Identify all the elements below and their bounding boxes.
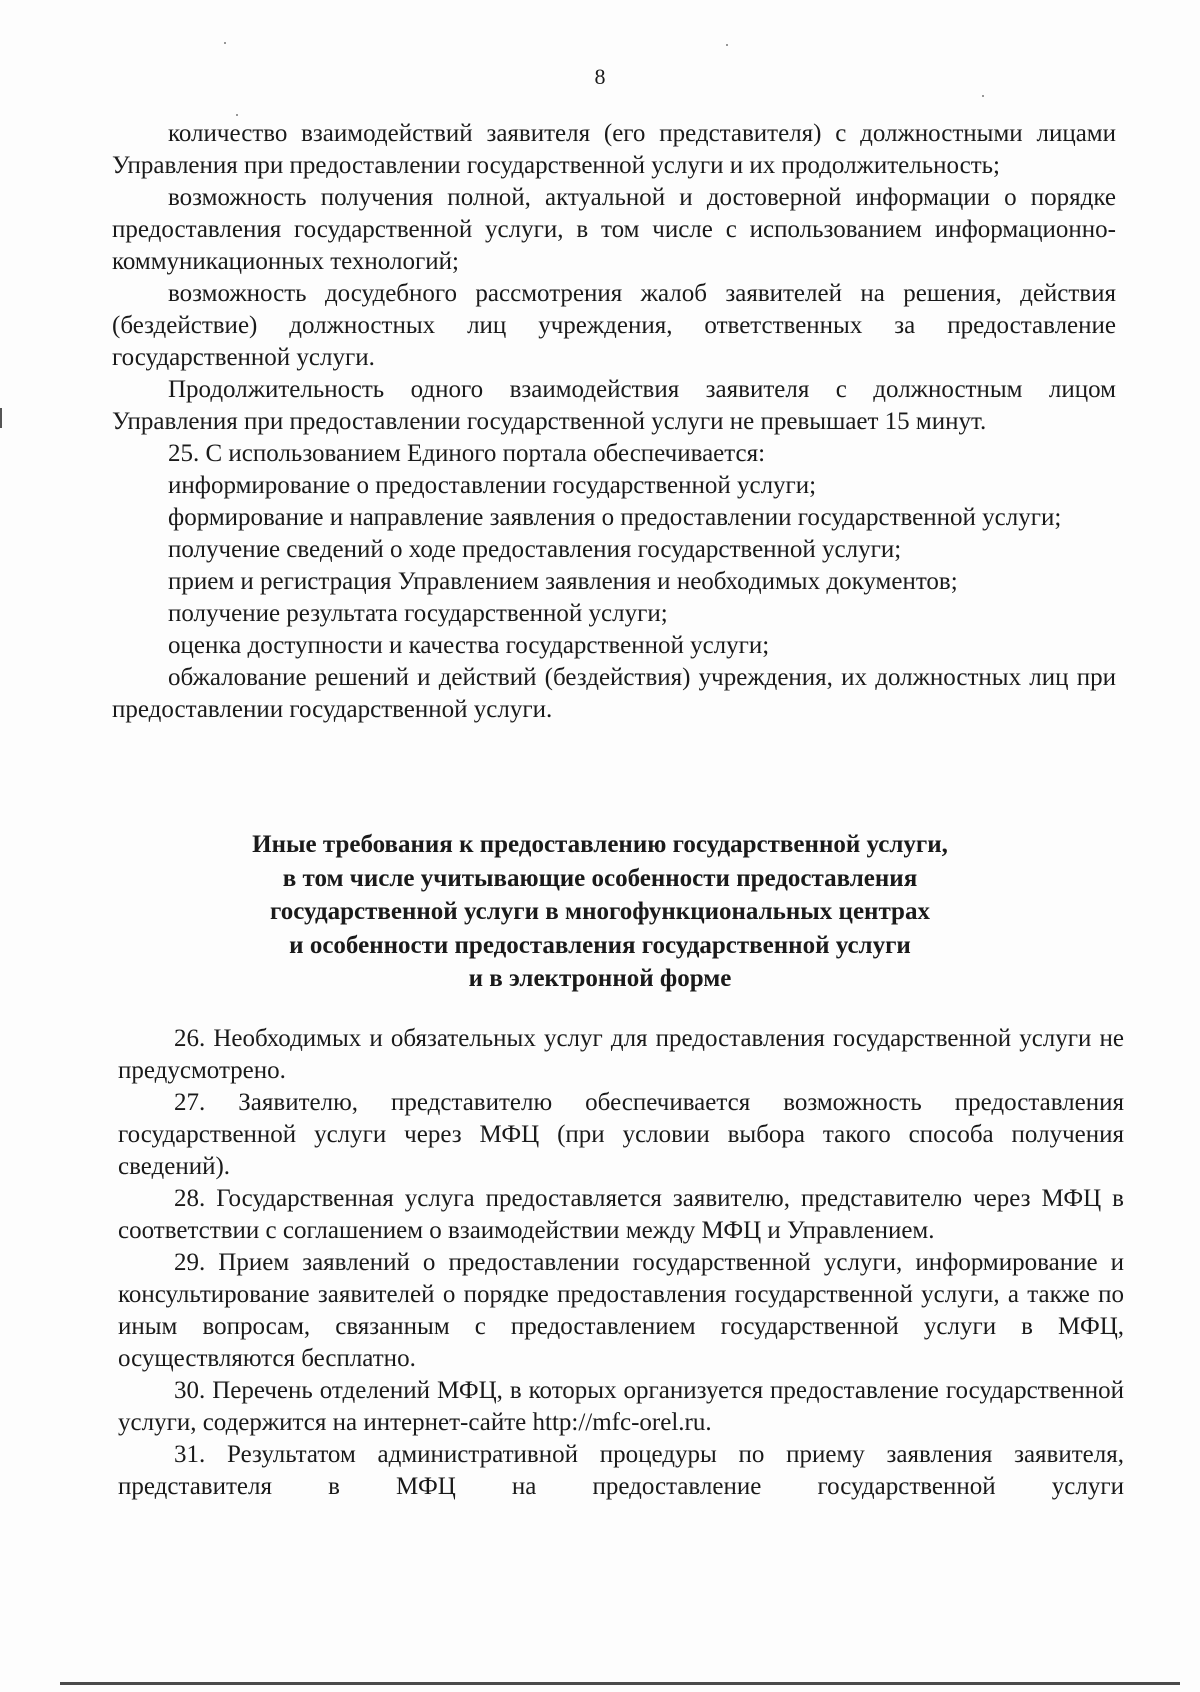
paragraph: возможность получения полной, актуальной и достоверной информации о порядке предоставления государственной услуги, в том числе с использованием информационно-коммуникационных технологий; xyxy=(112,184,1116,275)
paragraph: 31. Результатом административной процедуры по приему заявления заявителя, представителя в МФЦ на предоставление государственной услуги xyxy=(118,1441,1124,1500)
paragraph: обжалование решений и действий (бездействия) учреждения, их должностных лиц при предоставлении государственной услуги. xyxy=(112,664,1116,723)
scan-speck xyxy=(982,95,984,97)
scan-margin-mark xyxy=(0,408,2,428)
paragraph-block-bottom xyxy=(118,1023,1124,1503)
paragraph: 27. Заявителю, представителю обеспечивается возможность предоставления государственной услуги через МФЦ (при условии выбора такого способа получения сведений). xyxy=(118,1089,1124,1180)
paragraph: получение результата государственной услуги; xyxy=(168,600,668,627)
scan-speck xyxy=(224,42,226,44)
page-number: 8 xyxy=(594,64,606,89)
scan-speck xyxy=(726,44,728,46)
section-heading-line: в том числе учитывающие особенности предоставления xyxy=(282,864,918,892)
section-heading-line: государственной услуги в многофункциональных центрах xyxy=(270,898,930,925)
paragraph: количество взаимодействий заявителя (его представителя) с должностными лицами Управления при предоставлении государственной услуги и их продолжительность; xyxy=(112,120,1116,179)
section-heading-line: и в электронной форме xyxy=(468,965,732,992)
paragraph: 30. Перечень отделений МФЦ, в которых организуется предоставление государственной услуги, содержится на интернет-сайте http://mfc-orel.ru. xyxy=(118,1377,1124,1436)
paragraph-block-top xyxy=(112,118,1116,726)
section-heading-line: Иные требования к предоставлению государственной услуги, xyxy=(252,831,948,858)
paragraph: получение сведений о ходе предоставления государственной услуги; xyxy=(168,536,902,563)
paragraph: Продолжительность одного взаимодействия заявителя с должностным лицом Управления при предоставлении государственной услуги не превышает 15 минут. xyxy=(112,376,1116,435)
paragraph: возможность досудебного рассмотрения жалоб заявителей на решения, действия (бездействие) должностных лиц учреждения, ответственных за предоставление государственной услуги. xyxy=(112,280,1116,371)
paragraph: 25. С использованием Единого портала обеспечивается: xyxy=(168,440,766,467)
section-heading-line: и особенности предоставления государственной услуги xyxy=(289,931,911,959)
paragraph: формирование и направление заявления о предоставлении государственной услуги; xyxy=(168,504,1062,531)
paragraph: 28. Государственная услуга предоставляется заявителю, представителю через МФЦ в соответствии с соглашением о взаимодействии между МФЦ и Управлением. xyxy=(118,1185,1124,1244)
paragraph: оценка доступности и качества государственной услуги; xyxy=(168,632,770,659)
paragraph: информирование о предоставлении государственной услуги; xyxy=(168,472,817,499)
paragraph: прием и регистрация Управлением заявления и необходимых документов; xyxy=(168,568,958,595)
scan-bottom-edge xyxy=(60,1682,1180,1685)
scan-speck xyxy=(236,114,238,116)
paragraph: 26. Необходимых и обязательных услуг для предоставления государственной услуги не предусмотрено. xyxy=(118,1025,1124,1084)
section-heading xyxy=(0,828,1200,996)
paragraph: 29. Прием заявлений о предоставлении государственной услуги, информирование и консультирование заявителей о порядке предоставления государственной услуги, а также по иным вопросам, связанным с предоставлением государственной услуги в МФЦ, осуществляются бесплатно. xyxy=(118,1249,1124,1372)
